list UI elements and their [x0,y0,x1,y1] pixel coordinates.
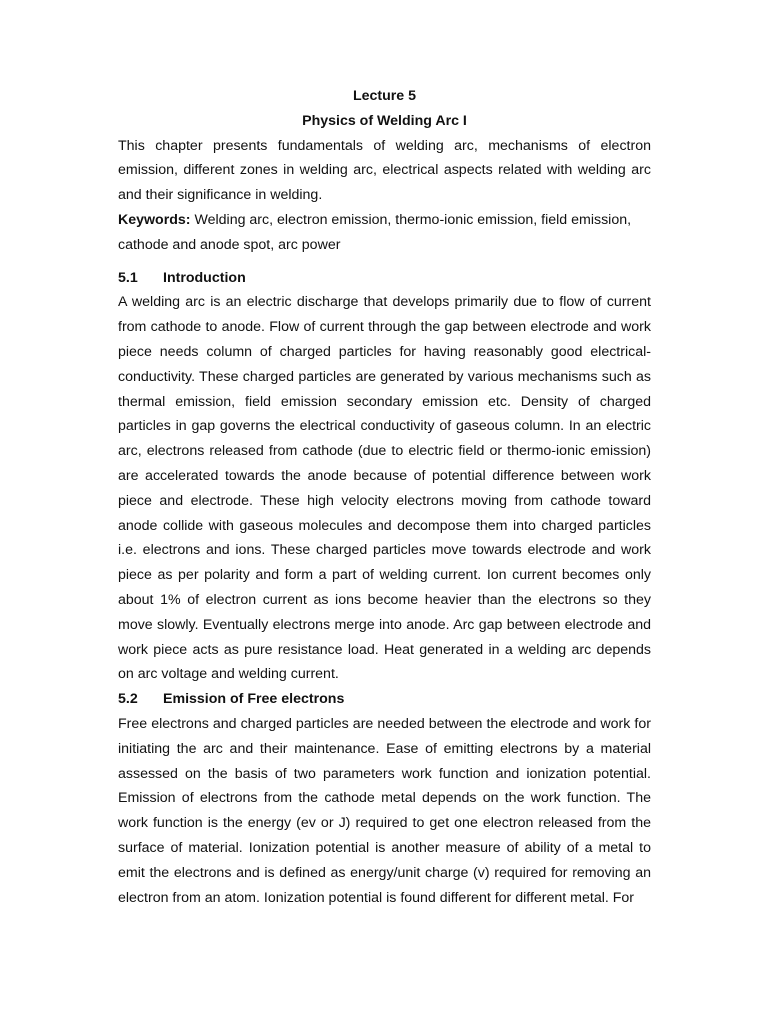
section-title: Introduction [163,269,246,286]
section-heading-emission [118,687,651,712]
keywords-line [118,208,651,258]
chapter-intro: This chapter presents fundamentals of welding arc, mechanisms of electron emission, different zones in welding arc, electrical aspects related with welding arc and their significance in welding. [118,137,651,204]
section-body-emission: Free electrons and charged particles are needed between the electrode and work for initiating the arc and their maintenance. Ease of emitting electrons by a material assessed on the basis of two parameters work function and ionization potential. Emission of electrons from the cathode metal depends on the work function. The work function is the energy (ev or J) required to get one electron released from the surface of material. Ionization potential is another measure of ability of a metal to emit the electrons and is defined as energy/unit charge (v) required for removing an electron from an atom. Ionization potential is found different for different metal. For [118,715,651,906]
section-title: Emission of Free electrons [163,691,345,708]
section-number: 5.1 [118,269,138,286]
document-title: Physics of Welding Arc I [302,112,467,129]
keywords-text: Welding arc, electron emission, thermo-ionic emission, field emission, cathode and anode spot, arc power [118,211,632,253]
lecture-label: Lecture 5 [352,88,417,104]
section-number: 5.2 [118,691,138,708]
section-body-introduction: A welding arc is an electric discharge that develops primarily due to flow of current from cathode to anode. Flow of current through the gap between electrode and work piece needs column of charged particles for having reasonably good electrical-conductivity. These charged particles are generated by various mechanisms such as thermal emission, field emission secondary emission etc. Density of charged particles in gap governs the electrical conductivity of gaseous column. In an electric arc, electrons released from cathode (due to electric field or thermo-ionic emission) are accelerated towards the anode because of potential difference between work piece and electrode. These high velocity electrons moving from cathode toward anode collide with gaseous molecules and decompose them into charged particles i.e. electrons and ions. These charged particles move towards electrode and work piece as per polarity and form a part of welding current. Ion current becomes only about 1% of electron current as ions become heavier than the electrons so they move slowly. Eventually electrons merge into anode. Arc gap between electrode and work piece acts as pure resistance load. Heat generated in a welding arc depends on arc voltage and welding current. [118,294,651,683]
document-page [118,84,651,910]
keywords-label: Keywords: [118,211,191,228]
section-heading-introduction [118,266,651,291]
